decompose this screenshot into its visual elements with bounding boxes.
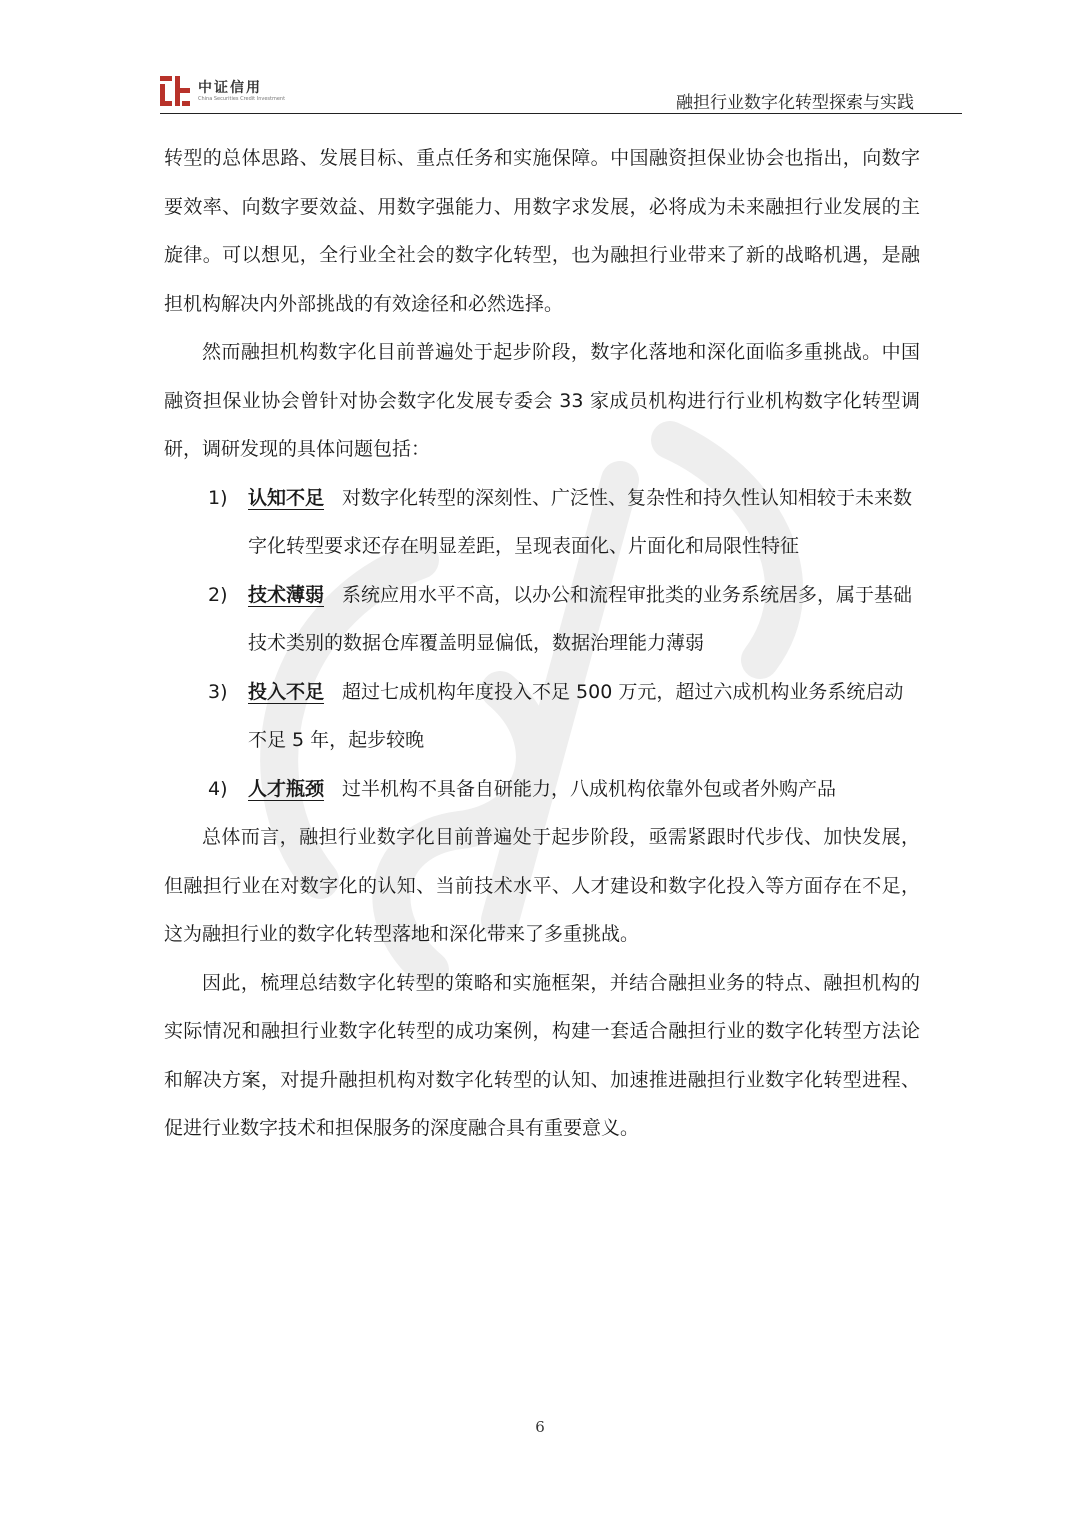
list-keyword: 认知不足 <box>248 486 325 509</box>
paragraph-2: 然而融担机构数字化目前普遍处于起步阶段，数字化落地和深化面临多重挑战。中国融资担保业协会曾针对协会数字化发展专委会 33 家成员机构进行行业机构数字化转型调研，调研发现的具体问题包括： <box>164 341 920 460</box>
logo-mark-icon <box>160 76 190 106</box>
list-number: 4) <box>208 777 228 800</box>
list-keyword: 技术薄弱 <box>248 583 325 606</box>
logo-en-text: China Securities Credit Investment <box>198 95 286 102</box>
paragraph-4: 因此，梳理总结数字化转型的策略和实施框架，并结合融担业务的特点、融担机构的实际情况和融担行业数字化转型的成功案例，构建一套适合融担行业的数字化转型方法论和解决方案，对提升融担机构对数字化转型的认知、加速推进融担行业数字化转型进程、促进行业数字技术和担保服务的深度融合具有重要意义。 <box>164 971 920 1139</box>
list-text: 过半机构不具备自研能力，八成机构依靠外包或者外购产品 <box>342 777 837 800</box>
page-header <box>160 70 962 114</box>
list-number: 1) <box>208 486 228 509</box>
paragraph-1: 转型的总体思路、发展目标、重点任务和实施保障。中国融资担保业协会也指出，向数字要效率、向数字要效益、用数字强能力、用数字求发展，必将成为未来融担行业发展的主旋律。可以想见，全行业全社会的数字化转型，也为融担行业带来了新的战略机遇，是融担机构解决内外部挑战的有效途径和必然选择。 <box>164 147 920 315</box>
logo-cn-text: 中证信用 <box>198 79 262 96</box>
list-keyword: 人才瓶颈 <box>248 777 325 800</box>
list-text: 对数字化转型的深刻性、广泛性、复杂性和持久性认知相较于未来数字化转型要求还存在明显差距，呈现表面化、片面化和局限性特征 <box>248 486 913 557</box>
list-item <box>164 474 920 571</box>
list-item <box>164 668 920 765</box>
list-item <box>164 765 920 814</box>
list-text: 系统应用水平不高，以办公和流程审批类的业务系统居多，属于基础技术类别的数据仓库覆盖明显偏低，数据治理能力薄弱 <box>248 583 913 654</box>
list-keyword: 投入不足 <box>248 680 325 703</box>
paragraph-3: 总体而言，融担行业数字化目前普遍处于起步阶段，亟需紧跟时代步伐、加快发展，但融担行业在对数字化的认知、当前技术水平、人才建设和数字化投入等方面存在不足，这为融担行业的数字化转型落地和深化带来了多重挑战。 <box>164 826 920 945</box>
list-item <box>164 571 920 668</box>
page-number: 6 <box>535 1418 545 1436</box>
company-logo <box>160 76 285 106</box>
main-content <box>164 134 920 1153</box>
list-number: 3) <box>208 680 228 703</box>
header-title: 融担行业数字化转型探索与实践 <box>676 93 914 113</box>
header-rule <box>160 113 962 114</box>
list-number: 2) <box>208 583 228 606</box>
list-text: 超过七成机构年度投入不足 500 万元，超过六成机构业务系统启动不足 5 年，起步较晚 <box>248 680 904 751</box>
